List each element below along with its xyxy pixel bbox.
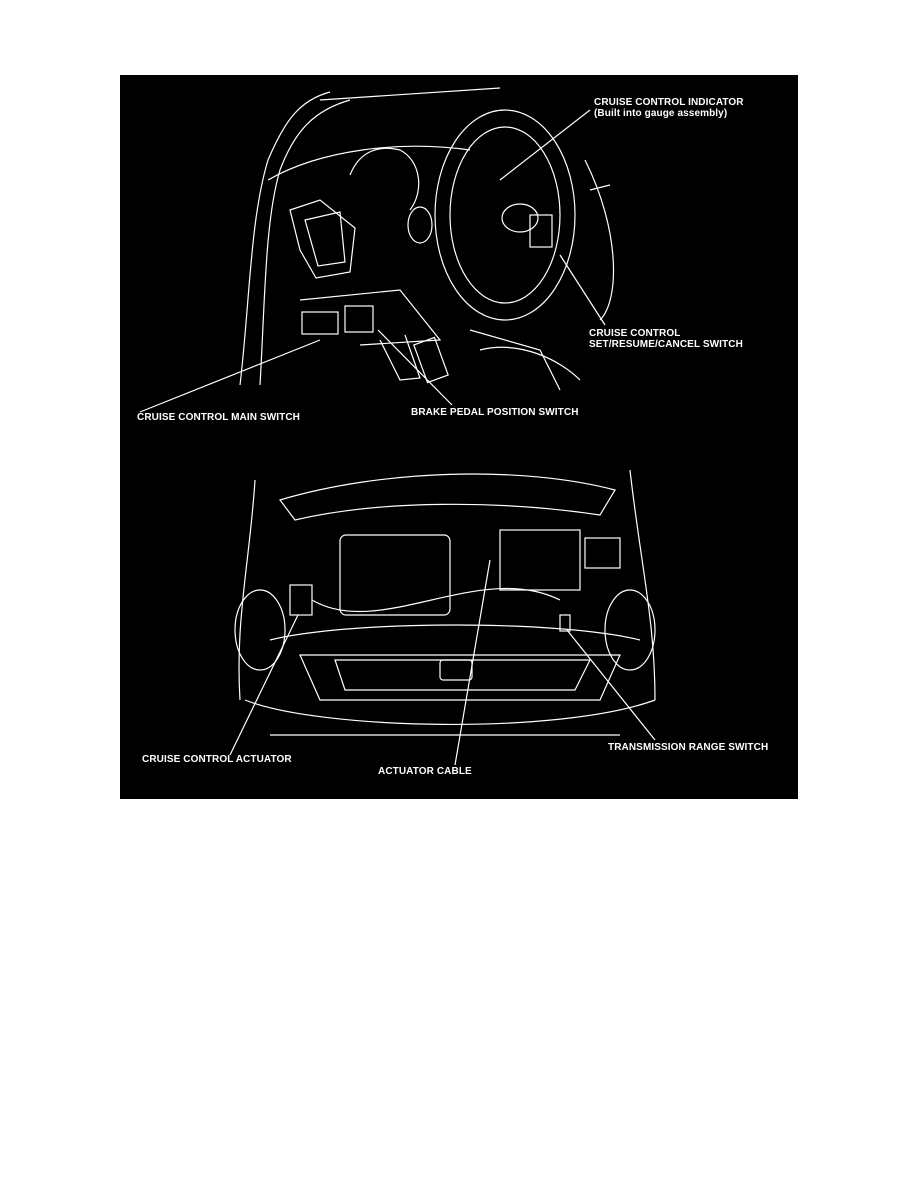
set-resume-cancel-switch-label-line2: SET/RESUME/CANCEL SWITCH <box>589 339 743 350</box>
cruise-control-indicator-note: (Built into gauge assembly) <box>594 108 728 119</box>
main-switch-label: CRUISE CONTROL MAIN SWITCH <box>137 412 300 423</box>
dashboard-illustration <box>140 88 614 412</box>
set-resume-cancel-switch-label-line1: CRUISE CONTROL <box>589 328 681 339</box>
actuator-cable-label: ACTUATOR CABLE <box>378 766 472 777</box>
brake-pedal-position-switch-label: BRAKE PEDAL POSITION SWITCH <box>411 407 579 418</box>
cruise-control-actuator-label: CRUISE CONTROL ACTUATOR <box>142 754 292 765</box>
transmission-range-switch-label: TRANSMISSION RANGE SWITCH <box>608 742 769 753</box>
cruise-control-indicator-label: CRUISE CONTROL INDICATOR <box>594 97 744 108</box>
engine-bay-illustration <box>230 470 655 765</box>
